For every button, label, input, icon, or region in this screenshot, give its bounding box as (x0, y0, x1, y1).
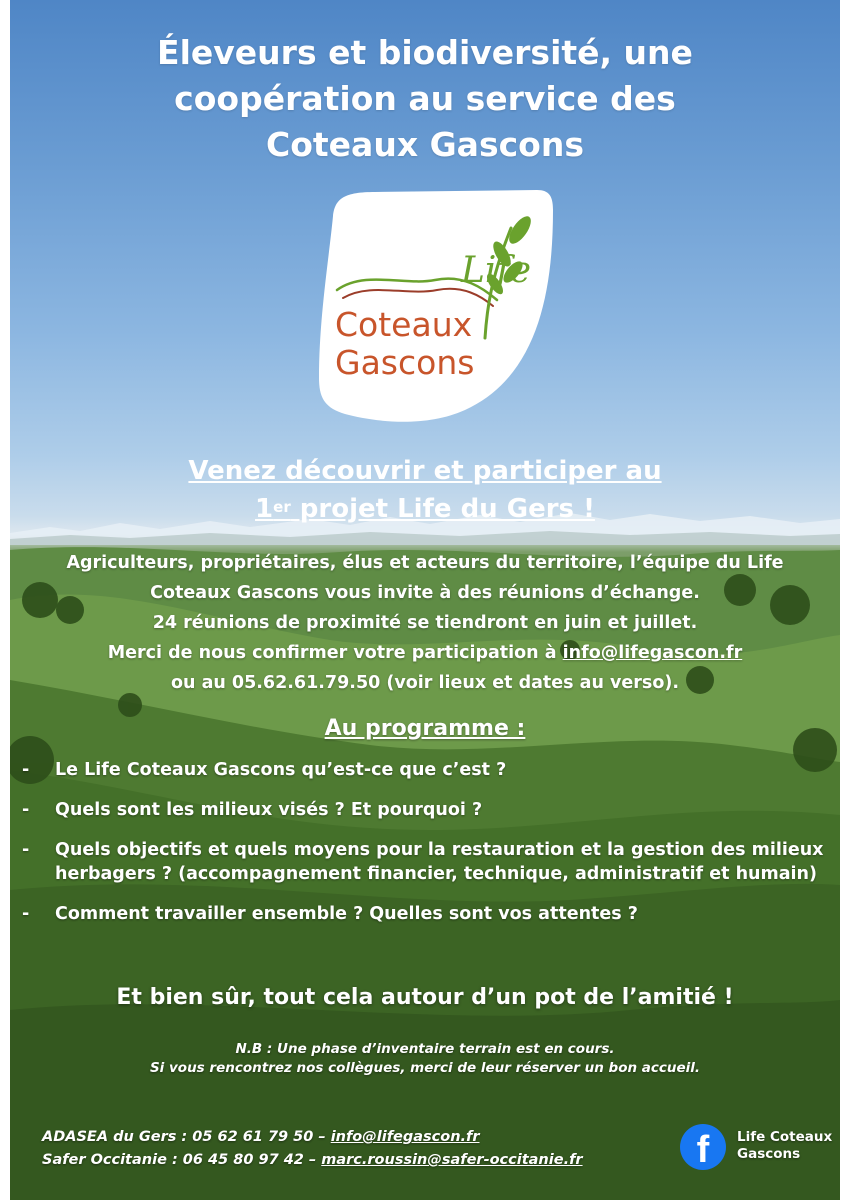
intro-text (10, 548, 840, 698)
contacts (42, 1126, 583, 1172)
programme-item (22, 902, 832, 926)
facebook-glyph: f (696, 1129, 710, 1171)
programme-item (22, 758, 832, 782)
headline (10, 452, 840, 528)
poster (10, 0, 840, 1200)
bullet-dash: - (22, 840, 30, 860)
facebook-label[interactable] (737, 1129, 837, 1163)
nb-line: N.B : Une phase d’inventaire terrain est en cours. (235, 1041, 615, 1057)
title-line: Coteaux Gascons (266, 125, 584, 164)
intro-line-prefix: Merci de nous confirmer votre participation à (107, 643, 563, 663)
bullet-dash: - (22, 760, 30, 780)
programme-item (22, 838, 832, 886)
bullet-dash: - (22, 800, 30, 820)
contact-label: Safer Occitanie : 06 45 80 97 42 – (42, 1152, 322, 1168)
contact-label: ADASEA du Gers : 05 62 61 79 50 – (42, 1129, 331, 1145)
intro-line: Agriculteurs, propriétaires, élus et acteurs du territoire, l’équipe du Life (66, 553, 784, 573)
logo-life-word: Life (461, 250, 532, 291)
contact-email-link[interactable]: info@lifegascon.fr (330, 1129, 480, 1145)
programme-item (22, 798, 832, 822)
programme-title: Au programme : (324, 716, 526, 741)
headline-number: 1 (255, 494, 274, 524)
life-coteaux-gascons-logo (315, 188, 555, 423)
headline-line1: Venez découvrir et participer au (188, 456, 662, 486)
headline-line2 (10, 490, 840, 528)
programme-item-text: Comment travailler ensemble ? Quelles sont vos attentes ? (55, 904, 638, 924)
contact-safer (42, 1149, 583, 1172)
facebook-icon[interactable] (680, 1124, 726, 1170)
programme-item-text: Le Life Coteaux Gascons qu’est-ce que c’est ? (55, 760, 507, 780)
programme-item-text: Quels objectifs et quels moyens pour la restauration et la gestion des milieux herbagers ? (accompagnement financier, technique, administratif et humain) (55, 840, 824, 884)
programme-item-text: Quels sont les milieux visés ? Et pourquoi ? (55, 800, 483, 820)
closing-line: Et bien sûr, tout cela autour d’un pot de l’amitié ! (116, 985, 734, 1010)
contact-adasea (42, 1126, 583, 1149)
nb-note (10, 1040, 840, 1078)
bullet-dash: - (22, 904, 30, 924)
headline-ordinal: er (273, 498, 291, 516)
title-line: Éleveurs et biodiversité, une (157, 33, 693, 72)
intro-email-link[interactable]: info@lifegascon.fr (562, 643, 743, 663)
nb-line: Si vous rencontrez nos collègues, merci de leur réserver un bon accueil. (149, 1060, 701, 1076)
headline-rest: projet Life du Gers ! (290, 494, 595, 524)
poster-title (10, 30, 840, 168)
contact-email-link[interactable]: marc.roussin@safer-occitanie.fr (321, 1152, 583, 1168)
facebook-label-line: Gascons (737, 1146, 801, 1162)
intro-line: 24 réunions de proximité se tiendront en juin et juillet. (152, 613, 698, 633)
intro-line: Coteaux Gascons vous invite à des réunions d’échange. (150, 583, 700, 603)
logo-name-line2: Gascons (335, 343, 475, 382)
logo-name-line1: Coteaux (335, 305, 473, 344)
intro-line (10, 638, 840, 668)
intro-line: ou au 05.62.61.79.50 (voir lieux et dates au verso). (171, 673, 679, 693)
programme-list (22, 758, 832, 942)
title-line: coopération au service des (174, 79, 676, 118)
facebook-label-line: Life Coteaux (737, 1129, 833, 1145)
